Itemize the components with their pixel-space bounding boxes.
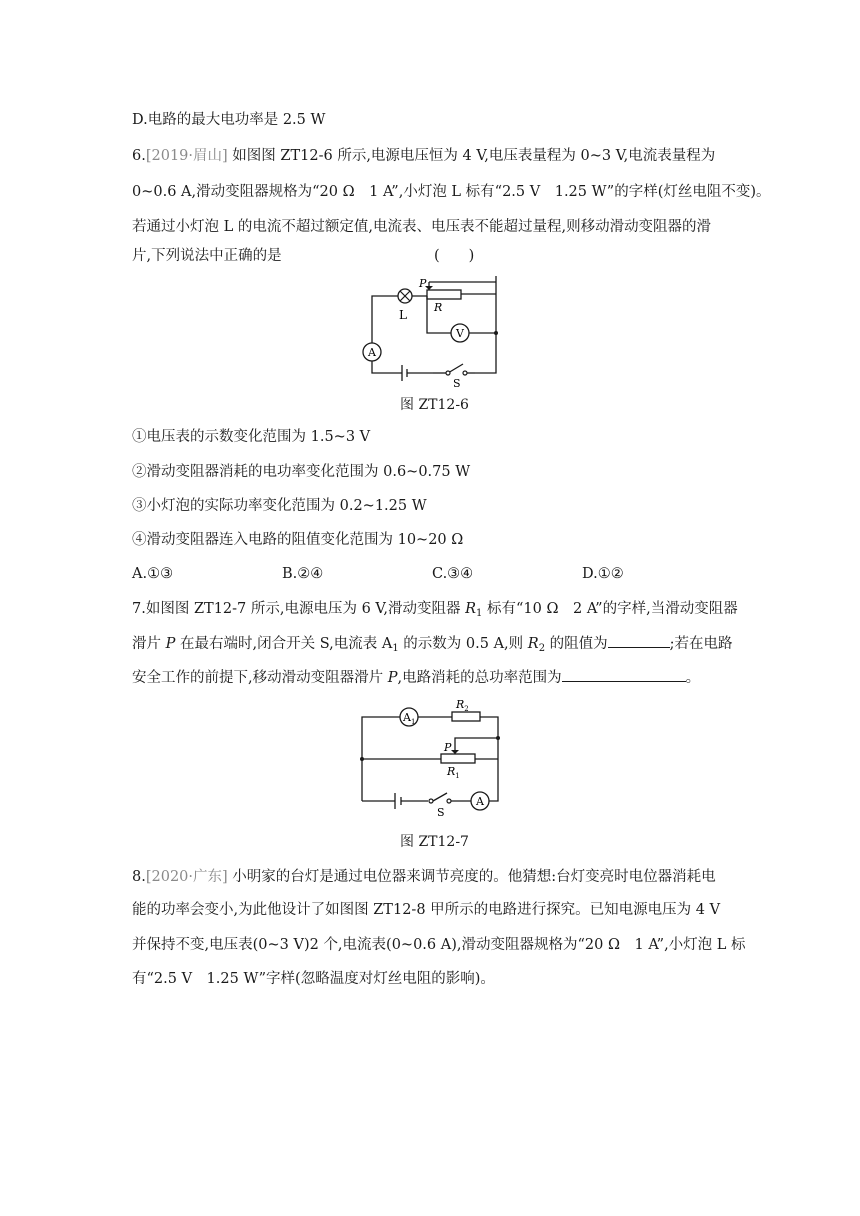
q6-option-b: B.②④ [282, 566, 324, 582]
q6-statement-2: ②滑动变阻器消耗的电功率变化范围为 0.6~0.75 W [132, 464, 471, 480]
lamp-symbol [398, 289, 412, 303]
q6-answer-paren: ( ) [434, 248, 475, 264]
q7-text-1b: 标有“10 Ω 2 A”的字样,当滑动变阻器 [482, 601, 738, 617]
q6-line-4: 片,下列说法中正确的是 [132, 248, 282, 264]
q8-source-tag: [2020·广东] [145, 869, 228, 885]
label-ammeter-A: A [368, 346, 376, 359]
q7-sub-2: 2 [538, 643, 546, 654]
q7-text-3b: ,电路消耗的总功率范围为 [397, 670, 562, 686]
q7-answer-blank-1[interactable] [608, 633, 670, 648]
q7-symbol-R2: R [527, 636, 539, 652]
label-slider-P: P [444, 741, 452, 754]
q7-text-2e: ;若在电路 [669, 636, 733, 652]
q8-line-3: 并保持不变,电压表(0~3 V)2 个,电流表(0~0.6 A),滑动变阻器规格为“20 Ω 1 A”,小灯泡 L 标 [132, 937, 746, 953]
q6-line-2: 0~0.6 A,滑动变阻器规格为“20 Ω 1 A”,小灯泡 L 标有“2.5 V 1.25 W”的字样(灯丝电阻不变)。 [132, 184, 771, 200]
label-slider-P: P [419, 277, 427, 290]
circuit-diagram-zt12-7 [355, 697, 515, 822]
label-lamp-L: L [399, 308, 407, 322]
q6-source-tag: [2019·眉山] [145, 148, 228, 164]
q7-sub-a1: 1 [392, 643, 399, 654]
label-voltmeter-V: V [456, 327, 464, 340]
q6-line-1 [132, 145, 715, 167]
label-switch-S: S [437, 806, 445, 819]
q6-line-3: 若通过小灯泡 L 的电流不超过额定值,电流表、电压表不能超过量程,则移动滑动变阻器的滑 [132, 219, 712, 235]
q7-line-1 [132, 598, 738, 625]
q8-line-1 [132, 866, 716, 888]
label-ammeter-A1: $A_1$ [403, 711, 416, 726]
q6-option-c: C.③④ [432, 566, 474, 582]
q8-line-2: 能的功率会变小,为此他设计了如图图 ZT12-8 甲所示的电路进行探究。已知电源电压为 4 V [132, 902, 721, 918]
q7-text-3a: 安全工作的前提下,移动滑动变阻器滑片 [132, 670, 388, 686]
q7-text-2a: 滑片 [132, 636, 166, 652]
q5-option-d: D.电路的最大电功率是 2.5 W [132, 112, 326, 128]
figure-caption-zt12-6: 图 ZT12-6 [400, 397, 469, 413]
q7-text-2d: 的阻值为 [545, 636, 608, 652]
q7-line-3 [132, 667, 700, 689]
q7-symbol-P2: P [387, 670, 398, 686]
q6-number: 6. [132, 148, 146, 164]
label-ammeter-A: A [476, 795, 484, 808]
label-resistor-R2: $R_2$ [456, 698, 469, 713]
q7-text-1a: 7.如图图 ZT12-7 所示,电源电压为 6 V,滑动变阻器 [132, 601, 466, 617]
q6-option-a: A.①③ [132, 566, 174, 582]
q7-text-3c: 。 [685, 670, 701, 686]
q6-statement-4: ④滑动变阻器连入电路的阻值变化范围为 10~20 Ω [132, 532, 464, 548]
q8-text-1: 小明家的台灯是通过电位器来调节亮度的。他猜想:台灯变亮时电位器消耗电 [227, 869, 716, 885]
q7-line-2 [132, 633, 733, 660]
q8-number: 8. [132, 869, 146, 885]
label-switch-S: S [453, 377, 461, 387]
q8-line-4: 有“2.5 V 1.25 W”字样(忽略温度对灯丝电阻的影响)。 [132, 971, 495, 987]
figure-caption-zt12-7: 图 ZT12-7 [400, 834, 469, 850]
circuit-diagram-zt12-6 [355, 272, 515, 387]
q7-symbol-R1: R [465, 601, 477, 617]
q7-symbol-P: P [165, 636, 176, 652]
q7-answer-blank-2[interactable] [562, 667, 686, 682]
q6-statement-1: ①电压表的示数变化范围为 1.5~3 V [132, 429, 371, 445]
q7-text-2c: 的示数为 0.5 A,则 [398, 636, 528, 652]
q7-sub-1: 1 [476, 608, 483, 619]
label-rheostat-R1: $R_1$ [447, 765, 460, 780]
q7-text-2b: 在最右端时,闭合开关 S,电流表 A [175, 636, 393, 652]
q6-option-d: D.①② [582, 566, 624, 582]
label-rheostat-R: R [434, 301, 443, 314]
q6-statement-3: ③小灯泡的实际功率变化范围为 0.2~1.25 W [132, 498, 427, 514]
q6-text-1: 如图图 ZT12-6 所示,电源电压恒为 4 V,电压表量程为 0~3 V,电流表量程为 [227, 148, 716, 164]
